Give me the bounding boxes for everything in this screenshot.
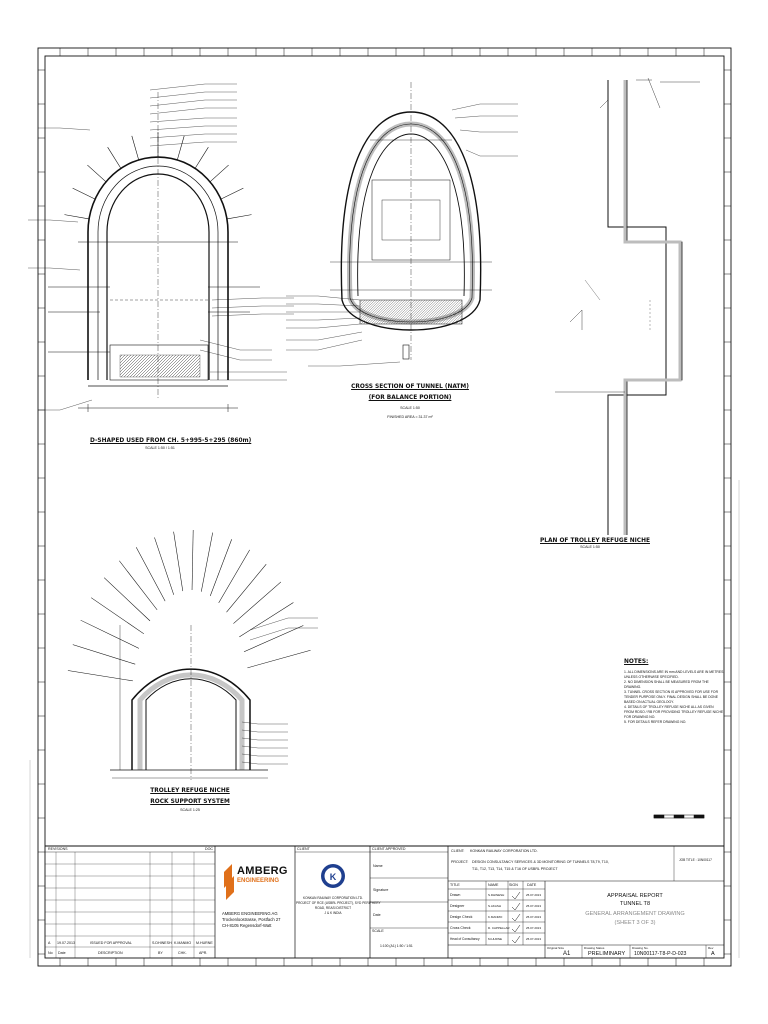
konkan-logo bbox=[321, 864, 345, 888]
drawing-status: PRELIMINARY bbox=[588, 951, 626, 957]
trolley-plan bbox=[555, 78, 700, 535]
rev-col-no: No bbox=[48, 951, 53, 955]
sign-header-sign: SIGN bbox=[509, 883, 518, 887]
drawing-number: 10N00117-T8-P-D-023 bbox=[634, 951, 687, 957]
rock-title: TROLLEY REFUGE NICHE bbox=[150, 786, 230, 794]
notes-heading: NOTES: bbox=[624, 657, 649, 665]
scale-bar bbox=[654, 815, 704, 818]
natm-scale: SCALE 1:50 bbox=[400, 406, 420, 410]
amberg-logo-subtext: ENGINEERING bbox=[237, 878, 280, 884]
rev-label: Rev bbox=[708, 946, 714, 950]
original-size: A1 bbox=[563, 951, 571, 957]
client-address-2: PROJECT OF RCE (USBRL PROJECT), SYD PERIPHERY bbox=[296, 901, 381, 905]
rev-row-by: S.DHINESH bbox=[152, 941, 172, 945]
sign-header-date: DATE bbox=[527, 883, 537, 887]
rev-row-description: ISSUED FOR APPROVAL bbox=[90, 941, 132, 945]
scale-label: SCALE bbox=[372, 929, 384, 933]
sign-row-date: 25.07.2013 bbox=[526, 893, 542, 897]
scale-value: 1:100 (A1) 1:50 / 1:51 bbox=[380, 944, 413, 948]
natm-cross-section bbox=[286, 82, 518, 366]
sign-row-name: M.HURNE bbox=[488, 937, 502, 941]
project-client-label: CLIENT: bbox=[451, 849, 465, 853]
note-item: 2. NO DIMENSION SHALL BE MEASURED FROM THE DRAWING. bbox=[624, 680, 709, 689]
rock-scale: SCALE 1:25 bbox=[180, 808, 200, 812]
original-size-label: Original Size bbox=[547, 946, 565, 950]
rev-row-apr: M.HURNE bbox=[196, 941, 213, 945]
client-approved-name: Name bbox=[373, 864, 383, 868]
note-item: 1. ALL DIMENSIONS ARE IN mm AND LEVELS ARE IN METRES UNLESS OTHERWISE SPECIFIED. bbox=[624, 670, 724, 679]
client-address-4: J & K INDIA bbox=[324, 911, 342, 915]
rev-col-apr: APR. bbox=[199, 951, 208, 955]
job-title: JOB TITLE : 10N00117 bbox=[679, 858, 712, 862]
rock-support-section bbox=[68, 530, 318, 780]
svg-text:K: K bbox=[329, 872, 337, 882]
project-line-1: DESIGN CONSULTANCY SERVICES & 3D MONITORING OF TUNNELS T8,T9, T10, bbox=[472, 860, 609, 864]
sign-row-name: S.AKASH bbox=[488, 904, 502, 908]
report-line-2: TUNNEL T8 bbox=[619, 901, 651, 907]
rev-col-date: Date bbox=[58, 951, 66, 955]
client-approved-label: CLIENT APPROVED bbox=[372, 847, 406, 851]
sign-row-name: D. CAPPELLAR bbox=[488, 926, 510, 930]
trolley-plan-title: PLAN OF TROLLEY REFUGE NICHE bbox=[540, 536, 650, 544]
rev-col-description: DESCRIPTION bbox=[98, 951, 123, 955]
drawing-no-label: Drawing No. bbox=[632, 946, 649, 950]
client-address-3: ROAD, REASI DISTRICT bbox=[314, 906, 352, 910]
rev-row-no: A bbox=[48, 941, 51, 945]
client-address-1: KONKAN RAILWAY CORPORATION LTD. bbox=[303, 896, 363, 900]
d-shaped-scale: SCALE 1:50 / 1:51 bbox=[145, 446, 175, 450]
natm-subtitle: (FOR BALANCE PORTION) bbox=[368, 393, 452, 401]
project-line-2: T11, T12, T13, T14, T15 & T16 OF USBRL PROJECT bbox=[472, 867, 558, 871]
sign-row-title: Drawn bbox=[450, 893, 461, 897]
sign-row-date: 25.07.2013 bbox=[526, 904, 542, 908]
project-label: PROJECT: bbox=[451, 860, 469, 864]
sign-row-title: Designer bbox=[450, 904, 465, 908]
drawing-status-label: Drawing Status bbox=[584, 946, 605, 950]
sign-row-date: 25.07.2013 bbox=[526, 915, 542, 919]
sign-row-date: 25.07.2013 bbox=[526, 937, 542, 941]
note-item: 5. FOR DETAILS REFER DRAWING NO. bbox=[624, 720, 687, 724]
rev-row-date: 19.07.2013 bbox=[57, 941, 75, 945]
rock-subtitle: ROCK SUPPORT SYSTEM bbox=[150, 797, 230, 805]
amberg-address-3: CH-8105 Regensdorf-Watt bbox=[222, 923, 272, 928]
project-client-value: KONKAN RAILWAY CORPORATION LTD. bbox=[470, 849, 538, 853]
amberg-logo-text: AMBERG bbox=[237, 865, 288, 877]
natm-area: FINISHED AREA = 31.37 m² bbox=[387, 415, 433, 419]
sign-row-title: Head of Consultancy bbox=[450, 937, 480, 941]
report-line-4: (SHEET 3 OF 3) bbox=[614, 920, 656, 926]
rev-col-by: BY bbox=[158, 951, 163, 955]
note-item: 3. TUNNEL CROSS SECTION IS APPROVED FOR USE FOR TENDER PURPOSE ONLY. FINAL DESIGN SHALL BE DONE BASED ON ACTUAL GEOLOGY. bbox=[624, 690, 719, 704]
client-label: CLIENT bbox=[297, 847, 310, 851]
sign-row-name: S.DHINESH bbox=[488, 893, 505, 897]
client-approved-signature: Signature bbox=[373, 888, 389, 892]
trolley-plan-scale: SCALE 1:50 bbox=[580, 545, 600, 549]
d-shaped-title: D-SHAPED USED FROM CH. 5+995-5+295 (860m) bbox=[90, 436, 252, 444]
natm-title: CROSS SECTION OF TUNNEL (NATM) bbox=[351, 382, 469, 390]
sign-header-title: TITLE bbox=[450, 883, 460, 887]
report-line-1: APPRAISAL REPORT bbox=[607, 893, 663, 899]
sign-row-title: Cross Check bbox=[450, 926, 471, 930]
sign-row-name: K.MANMO bbox=[488, 915, 503, 919]
note-item: 4. DETAILS OF TROLLEY REFUGE NICHE ALL AS GIVEN FROM RDSO / RB FOR PROVIDING TROLLEY REFUGE NICHE FOR DRAWING NO. bbox=[624, 705, 724, 719]
d-shaped-section bbox=[28, 84, 294, 412]
report-line-3: GENERAL ARRANGEMENT DRAWING bbox=[585, 911, 685, 917]
doc-label: DOC bbox=[205, 847, 213, 851]
notes-list bbox=[624, 670, 724, 725]
sign-row-date: 25.07.2013 bbox=[526, 926, 542, 930]
rev-row-chk: K.MANMO bbox=[174, 941, 192, 945]
amberg-logo-mark bbox=[224, 864, 234, 900]
sign-header-name: NAME bbox=[488, 883, 499, 887]
sign-row-title: Design Check bbox=[450, 915, 473, 919]
rev-col-chk: CHK. bbox=[178, 951, 187, 955]
rev-value: A bbox=[711, 951, 715, 957]
amberg-address-2: Trockenloostrasse, Postfach 27 bbox=[222, 917, 281, 922]
inner-frame bbox=[45, 56, 724, 958]
amberg-address-1: AMBERG ENGINEERING AG bbox=[222, 911, 278, 916]
revisions-header: REVISIONS bbox=[48, 847, 68, 851]
client-approved-date: Date bbox=[373, 913, 381, 917]
